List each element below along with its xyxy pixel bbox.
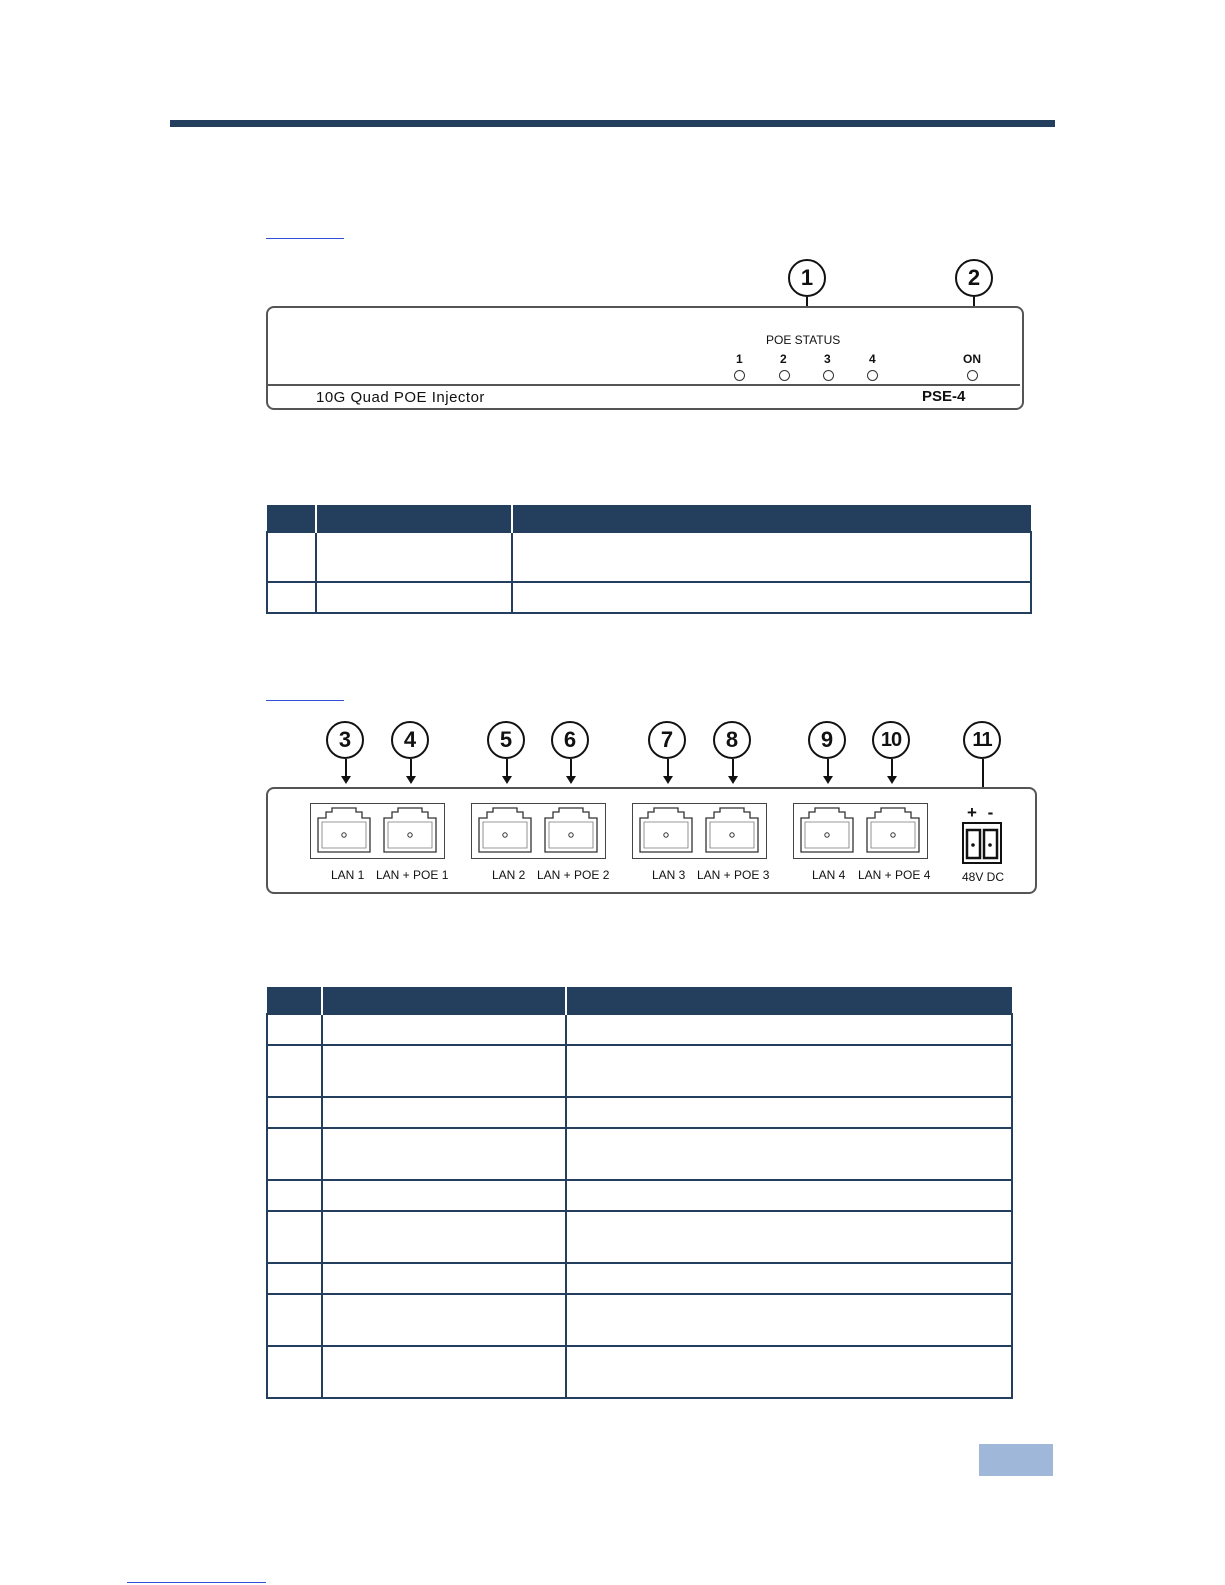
table-cell <box>566 1211 1012 1263</box>
port-label: LAN 2 <box>492 868 526 882</box>
table-header-row <box>267 987 1012 1014</box>
table-row <box>267 1294 1012 1346</box>
power-polarity-label: + - <box>967 803 997 822</box>
table-row <box>267 1211 1012 1263</box>
port-label: LAN 1 <box>331 868 365 882</box>
callout-2: 2 <box>955 259 993 297</box>
table-row <box>267 1128 1012 1180</box>
table-cell <box>267 1128 322 1180</box>
lan-1-port-icon <box>318 808 370 852</box>
table-row <box>267 1346 1012 1398</box>
table-cell <box>322 1211 566 1263</box>
table-cell <box>267 1014 322 1045</box>
table-cell <box>322 1014 566 1045</box>
led-number: 1 <box>736 352 743 366</box>
table-cell <box>267 1045 322 1097</box>
table-cell <box>566 1346 1012 1398</box>
table-cell <box>566 1097 1012 1128</box>
port-label: LAN 3 <box>652 868 686 882</box>
callout-5: 5 <box>487 721 525 759</box>
on-label: ON <box>963 352 981 366</box>
table-cell <box>566 1014 1012 1045</box>
table-header-cell <box>566 987 1012 1014</box>
table-cell <box>267 1263 322 1294</box>
lan-3-port-icon <box>640 808 692 852</box>
lan-poe-4-port-icon <box>867 808 919 852</box>
lan-2-port-icon <box>479 808 531 852</box>
poe-status-label: POE STATUS <box>766 333 841 347</box>
port-label: LAN + POE 1 <box>376 868 449 882</box>
lan-poe-1-port-icon <box>384 808 436 852</box>
table-row <box>267 1180 1012 1211</box>
led-number: 2 <box>780 352 787 366</box>
lan-poe-3-port-icon <box>706 808 758 852</box>
led-number: 3 <box>824 352 831 366</box>
table-cell <box>267 1180 322 1211</box>
callout-6: 6 <box>551 721 589 759</box>
table-cell <box>322 1097 566 1128</box>
table-header-cell <box>267 987 322 1014</box>
product-name: 10G Quad POE Injector <box>316 389 485 406</box>
callout-1: 1 <box>788 259 826 297</box>
table-cell <box>322 1346 566 1398</box>
table-row <box>267 1045 1012 1097</box>
port-label: LAN + POE 3 <box>697 868 770 882</box>
led-number: 4 <box>869 352 876 366</box>
table-cell <box>267 1346 322 1398</box>
table-cell <box>566 1263 1012 1294</box>
table-cell <box>322 1045 566 1097</box>
callout-8: 8 <box>713 721 751 759</box>
table-cell <box>322 1128 566 1180</box>
port-label: LAN + POE 4 <box>858 868 931 882</box>
callout-3: 3 <box>326 721 364 759</box>
table-cell <box>322 1180 566 1211</box>
lan-4-port-icon <box>801 808 853 852</box>
table-cell <box>267 1211 322 1263</box>
port-label: LAN + POE 2 <box>537 868 610 882</box>
table-cell <box>267 1097 322 1128</box>
table-row <box>267 1263 1012 1294</box>
table-header-cell <box>322 987 566 1014</box>
table-cell <box>267 1294 322 1346</box>
table-row <box>267 1097 1012 1128</box>
table-row <box>267 1014 1012 1045</box>
power-label: 48V DC <box>962 870 1005 884</box>
page-number-box <box>979 1444 1053 1476</box>
port-label: LAN 4 <box>812 868 846 882</box>
lan-poe-2-port-icon <box>545 808 597 852</box>
footer-link[interactable] <box>127 1582 266 1583</box>
dc-power-connector-icon <box>963 823 1001 863</box>
callout-4: 4 <box>391 721 429 759</box>
rear-panel-table <box>266 987 1013 1399</box>
table-cell <box>322 1263 566 1294</box>
table-cell <box>322 1294 566 1346</box>
table-cell <box>566 1294 1012 1346</box>
table-cell <box>566 1128 1012 1180</box>
callout-9: 9 <box>808 721 846 759</box>
callout-7: 7 <box>648 721 686 759</box>
table-cell <box>566 1045 1012 1097</box>
model-name: PSE-4 <box>922 388 966 405</box>
table-cell <box>566 1180 1012 1211</box>
callout-11: 11 <box>963 721 1001 759</box>
callout-10: 10 <box>872 721 910 759</box>
